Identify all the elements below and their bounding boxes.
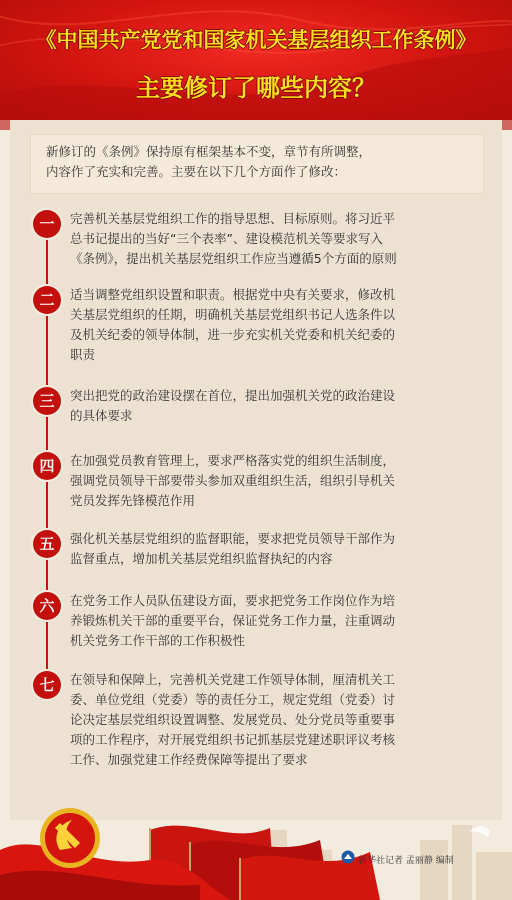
item-number-badge: 三: [33, 387, 61, 415]
item-number-badge: 一: [33, 210, 61, 238]
item-line: 在领导和保障上，完善机关党建工作领导体制，厘清机关工: [70, 672, 396, 687]
footer-decoration: [0, 790, 512, 900]
header-banner: [0, 0, 512, 120]
item-line: 委、单位党组（党委）等的责任分工，规定党组（党委）讨: [70, 692, 396, 707]
item-line: 强化机关基层党组织的监督职能，要求把党员领导干部作为: [70, 531, 396, 546]
item-line: 项的工作程序，对开展党组织书记抓基层党建述职评议考核: [70, 732, 396, 747]
header-swirl-decoration: [0, 0, 512, 130]
list-item: [70, 529, 490, 569]
item-number-badge: 六: [33, 592, 61, 620]
item-line: 监督重点，增加机关基层党组织监督执纪的内容: [70, 551, 333, 566]
item-line: 在加强党员教育管理上，要求严格落实党的组织生活制度，: [70, 453, 396, 468]
item-number-badge: 五: [33, 530, 61, 558]
item-number-badge: 四: [33, 452, 61, 480]
intro-text: [46, 142, 476, 182]
item-line: 《条例》，提出机关基层党组织工作应当遵循5个方面的原则: [70, 251, 397, 266]
item-line: 突出把党的政治建设摆在首位，提出加强机关党的政治建设: [70, 388, 396, 403]
list-item: [70, 386, 490, 426]
item-number-badge: 二: [33, 286, 61, 314]
item-line: 在党务工作人员队伍建设方面，要求把党务工作岗位作为培: [70, 593, 396, 608]
list-item: [70, 285, 490, 365]
dove-icon: [470, 826, 490, 838]
list-item: [70, 451, 490, 511]
item-line: 党员发挥先锋模范作用: [70, 493, 196, 508]
main-title: 《中国共产党党和国家机关基层组织工作条例》: [35, 28, 477, 52]
item-line: 适当调整党组织设置和职责。根据党中央有关要求，修改机: [70, 287, 396, 302]
item-line: 工作、加强党建工作经费保障等提出了要求: [70, 752, 308, 767]
item-line: 完善机关基层党组织工作的指导思想、目标原则。将习近平: [70, 211, 396, 226]
sub-title: 主要修订了哪些内容？: [136, 74, 376, 102]
item-line: 及机关纪委的领导体制，进一步充实机关党委和机关纪委的: [70, 327, 396, 342]
intro-line: 内容作了充实和完善。主要在以下几个方面作了修改：: [46, 164, 347, 179]
item-line: 关基层党组织的任期，明确机关基层党组织书记人选条件以: [70, 307, 396, 322]
intro-line: 新修订的《条例》保持原有框架基本不变，章节有所调整，: [46, 144, 372, 159]
item-number-badge: 七: [33, 671, 61, 699]
party-emblem-icon: [40, 808, 100, 868]
item-line: 养锻炼机关干部的重要平台，保证党务工作力量，注重调动: [70, 613, 396, 628]
item-line: 机关党务工作干部的工作积极性: [70, 633, 246, 648]
item-line: 强调党员领导干部要带头参加双重组织生活，组织引导机关: [70, 473, 396, 488]
item-line: 的具体要求: [70, 408, 133, 423]
credit-text: 新华社记者 孟丽静 编制: [358, 856, 454, 866]
item-line: 总书记提出的当好“三个表率”、建设模范机关等要求写入: [70, 231, 383, 246]
list-item: [70, 209, 490, 269]
xinhua-logo-icon: [341, 850, 355, 864]
item-line: 职责: [70, 347, 96, 362]
list-item: [70, 591, 490, 651]
item-line: 论决定基层党组织设置调整、发展党员、处分党员等重要事: [70, 712, 396, 727]
list-item: [70, 670, 490, 770]
